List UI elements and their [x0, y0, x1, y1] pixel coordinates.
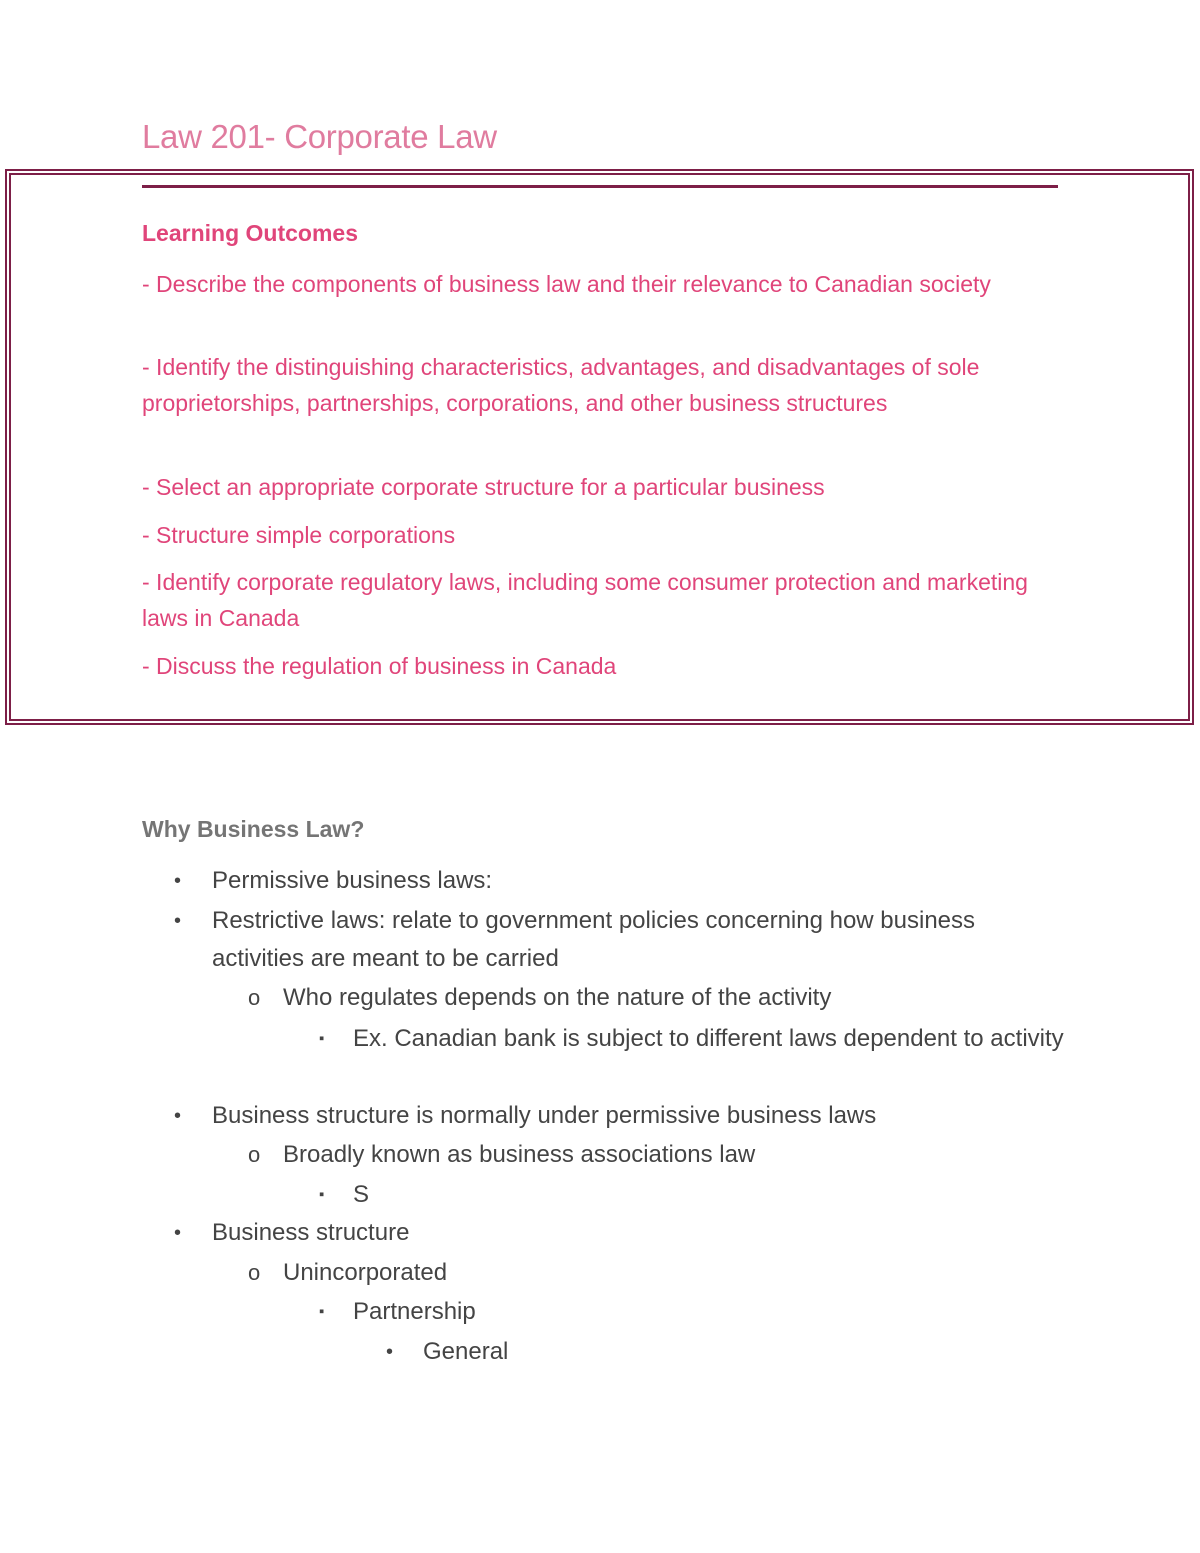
bullet-circle-icon: o [248, 1142, 261, 1167]
bullet-item: Permissive business laws: [212, 867, 493, 894]
bullet-square-icon: ▪ [319, 1303, 325, 1320]
title-underline [142, 185, 1058, 188]
bullet-square-icon: ▪ [319, 1186, 325, 1203]
learning-outcome-item: - Identify corporate regulatory laws, including some consumer protection and marketing laws in Canada [142, 569, 1028, 631]
learning-outcome-item: - Identify the distinguishing characteristics, advantages, and disadvantages of sole proprietorships, partnerships, corporations, and other business structures [142, 354, 980, 416]
bullet-item: Business structure is normally under permissive business laws [212, 1102, 877, 1129]
learning-outcome-item: - Discuss the regulation of business in Canada [142, 653, 617, 679]
bullet-dot-icon: • [174, 1222, 182, 1244]
learning-outcome-item: - Select an appropriate corporate structure for a particular business [142, 474, 825, 500]
bullet-item: Who regulates depends on the nature of the activity [283, 984, 832, 1011]
bullet-dot-icon: • [174, 910, 182, 932]
learning-outcome-item: - Structure simple corporations [142, 522, 456, 548]
bullet-square-icon: ▪ [319, 1030, 325, 1047]
bullet-item: Unincorporated [283, 1259, 448, 1286]
why-business-law-heading: Why Business Law? [142, 816, 365, 842]
bullet-circle-icon: o [248, 1260, 261, 1285]
bullet-item: Ex. Canadian bank is subject to different laws dependent to activity [353, 1025, 1064, 1052]
bullet-item: Business structure [212, 1219, 410, 1246]
bullet-item: Partnership [353, 1298, 476, 1325]
bullet-item: Broadly known as business associations law [283, 1141, 756, 1168]
bullet-item: General [423, 1338, 509, 1365]
learning-outcomes-heading: Learning Outcomes [142, 220, 358, 246]
document-title: Law 201- Corporate Law [142, 118, 497, 155]
learning-outcomes-box [5, 169, 1194, 725]
bullet-circle-icon: o [248, 985, 261, 1010]
bullet-dot-icon: • [174, 1105, 182, 1127]
bullet-item: Restrictive laws: relate to government policies concerning how business activities are meant to be carried [212, 907, 976, 972]
learning-outcome-item: - Describe the components of business law and their relevance to Canadian society [142, 271, 991, 297]
bullet-dot-icon: • [174, 870, 182, 892]
bullet-dot-icon: • [386, 1341, 394, 1363]
bullet-item: S [353, 1181, 370, 1208]
